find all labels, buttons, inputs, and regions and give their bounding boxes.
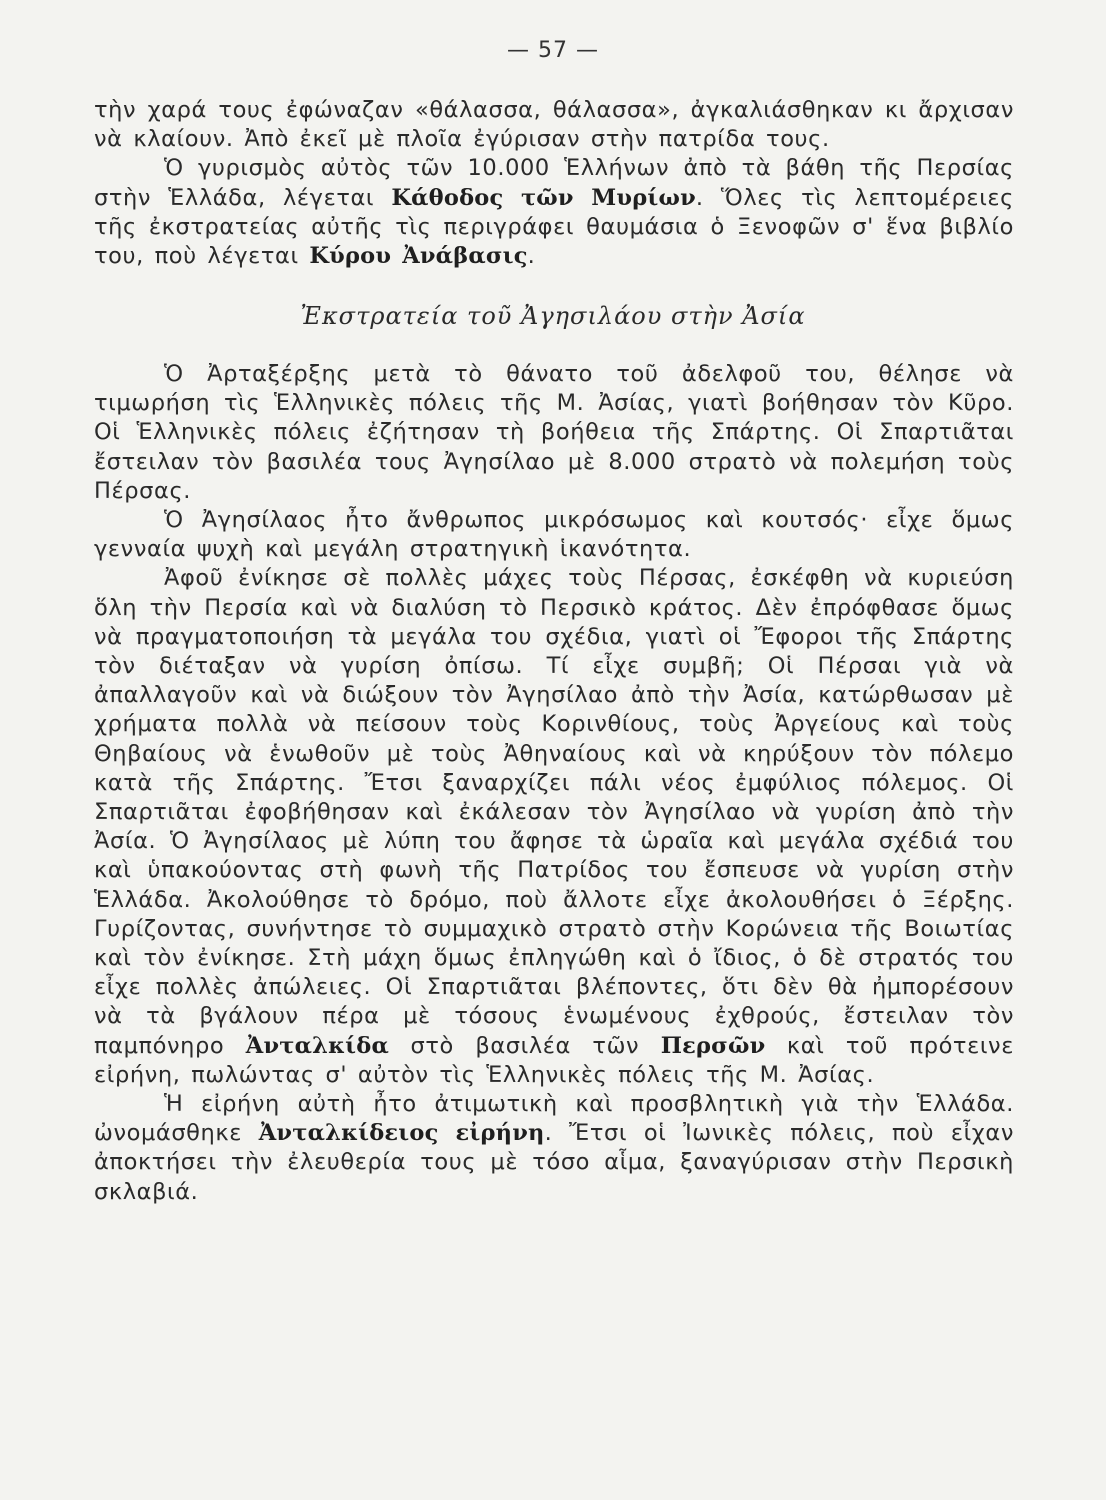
term-kyrou-anavasis: Κύρου Ἀνάβασις — [309, 243, 528, 270]
section-p3-text-a: Ἀφοῦ ἐνίκησε σὲ πολλὲς μάχες τοὺς Πέρσας, ἐσκέφθη νὰ κυριεύση ὅλη τὴν Περσία καὶ νὰ διαλύση τὸ Περσικὸ κράτος. Δὲν ἐπρόφθασε ὅμως νὰ πραγματοποιήση τὰ μεγάλα του σχέδια, γιατὶ οἱ Ἔφοροι τῆς Σπάρτης τὸν διέταξαν νὰ γυρίση ὀπίσω. Τί εἶχε συμβῆ; Οἱ Πέρσαι γιὰ νὰ ἀπαλλαγοῦν καὶ νὰ διώξουν τὸν Ἀγησίλαο ἀπὸ τὴν Ἀσία, κατώρθωσαν μὲ χρήματα πολλὰ νὰ πείσουν τοὺς Κορινθίους, τοὺς Ἀργείους καὶ τοὺς Θηβαίους νὰ ἑνωθοῦν μὲ τοὺς Ἀθηναίους καὶ νὰ κηρύξουν τὸν πόλεμο κατὰ τῆς Σπάρτης. Ἔτσι ξαναρχίζει πάλι νέος ἐμφύλιος πόλεμος. Οἱ Σπαρτιᾶται ἐφοβήθησαν καὶ ἐκάλεσαν τὸν Ἀγησίλαο νὰ γυρίση ἀπὸ τὴν Ἀσία. Ὁ Ἀγησίλαος μὲ λύπη του ἄφησε τὰ ὡραῖα καὶ μεγάλα σχέδιά του καὶ ὑπακούοντας στὴ φωνὴ τῆς Πατρίδος του ἔσπευσε νὰ γυρίση στὴν Ἑλλάδα. Ἀκολούθησε τὸ δρόμο, ποὺ ἄλλοτε εἶχε ἀκολουθήσει ὁ Ξέρξης. Γυρίζοντας, συνήντησε τὸ συμμαχικὸ στρατὸ στὴν Κορώνεια τῆς Βοιωτίας καὶ τὸν ἐνίκησε. Στὴ μάχη ὅμως ἐπληγώθη καὶ ὁ ἴδιος, ὁ δὲ στρατός του εἶχε πολλὲς ἀπώλειες. Οἱ Σπαρτιᾶται βλέποντες, ὅτι δὲν θὰ ἠμπορέσουν νὰ τὰ βγάλουν πέρα μὲ τόσους ἑνωμένους ἐχθρούς, ἔστειλαν τὸν παμπόνηρο — [94, 565, 1014, 1059]
section-title: Ἐκστρατεία τοῦ Ἀγησιλάου στὴν Ἀσία — [300, 302, 806, 330]
page-number: — 57 — — [507, 38, 599, 63]
section-text — [94, 360, 1014, 1207]
intro-paragraph-2 — [94, 154, 1014, 271]
term-kathodos-myrion: Κάθοδος τῶν Μυρίων — [391, 184, 696, 211]
section-p4-text-c: . Ἔτσι οἱ Ἰωνικὲς πόλεις, ποὺ εἶχαν ἀποκτήσει τὴν ἐλευθερία τους μὲ τόσο αἷμα, ξαναγύρισαν στὴν Περσικὴ σκλαβιά. — [94, 1120, 1014, 1205]
term-antalkidas: Ἀνταλκίδα — [245, 1032, 389, 1059]
term-antalkidios-eirini: Ἀνταλκίδειος εἰρήνη — [258, 1120, 545, 1147]
term-person: Περσῶν — [660, 1032, 766, 1059]
section-p3-text-c: στὸ βασιλέα τῶν — [388, 1032, 661, 1059]
section-p4-text-a: Ἡ εἰρήνη αὐτὴ ἦτο ἀτιμωτικὴ καὶ προσβλητικὴ γιὰ τὴν Ἑλλάδα. ὠνομάσθηκε — [94, 1091, 1014, 1147]
intro-p2-text-d: . — [527, 243, 536, 270]
section-p3-text-e: καὶ τοῦ πρότεινε εἰρήνη, πωλώντας σ' αὐτὸν τὶς Ἑλληνικὲς πόλεις τῆς Μ. Ἀσίας. — [94, 1032, 1014, 1088]
section-paragraph-1: Ὁ Ἀρταξέρξης μετὰ τὸ θάνατο τοῦ ἀδελφοῦ του, θέλησε νὰ τιμωρήση τὶς Ἑλληνικὲς πόλεις τῆς Μ. Ἀσίας, γιατὶ βοήθησαν τὸν Κῦρο. Οἱ Ἑλληνικὲς πόλεις ἐζήτησαν τὴ βοήθεια τῆς Σπάρτης. Οἱ Σπαρτιᾶται ἔστειλαν τὸν βασιλέα τους Ἀγησίλαο μὲ 8.000 στρατὸ νὰ πολεμήση τοὺς Πέρσας. — [94, 361, 1014, 504]
section-paragraph-4 — [94, 1090, 1014, 1207]
intro-p2-text-a: Ὁ γυρισμὸς αὐτὸς τῶν 10.000 Ἑλλήνων ἀπὸ τὰ βάθη τῆς Περσίας στὴν Ἑλλάδα, λέγεται — [94, 155, 1014, 211]
section-paragraph-2: Ὁ Ἀγησίλαος ἦτο ἄνθρωπος μικρόσωμος καὶ κουτσός· εἶχε ὅμως γενναία ψυχὴ καὶ μεγάλη στρατηγικὴ ἱκανότητα. — [94, 507, 1014, 563]
intro-text — [94, 96, 1014, 271]
section-paragraph-3 — [94, 564, 1014, 1090]
intro-p2-text-c: . Ὅλες τὶς λεπτομέρειες τῆς ἐκστρατείας αὐτῆς τὶς περιγράφει θαυμάσια ὁ Ξενοφῶν σ' ἕνα βιβλίο του, ποὺ λέγεται — [94, 184, 1014, 270]
intro-paragraph-1: τὴν χαρά τους ἐφώναζαν «θάλασσα, θάλασσα», ἀγκαλιάσθηκαν κι ἄρχισαν νὰ κλαίουν. Ἀπὸ ἐκεῖ μὲ πλοῖα ἐγύρισαν στὴν πατρίδα τους. — [94, 97, 1014, 153]
